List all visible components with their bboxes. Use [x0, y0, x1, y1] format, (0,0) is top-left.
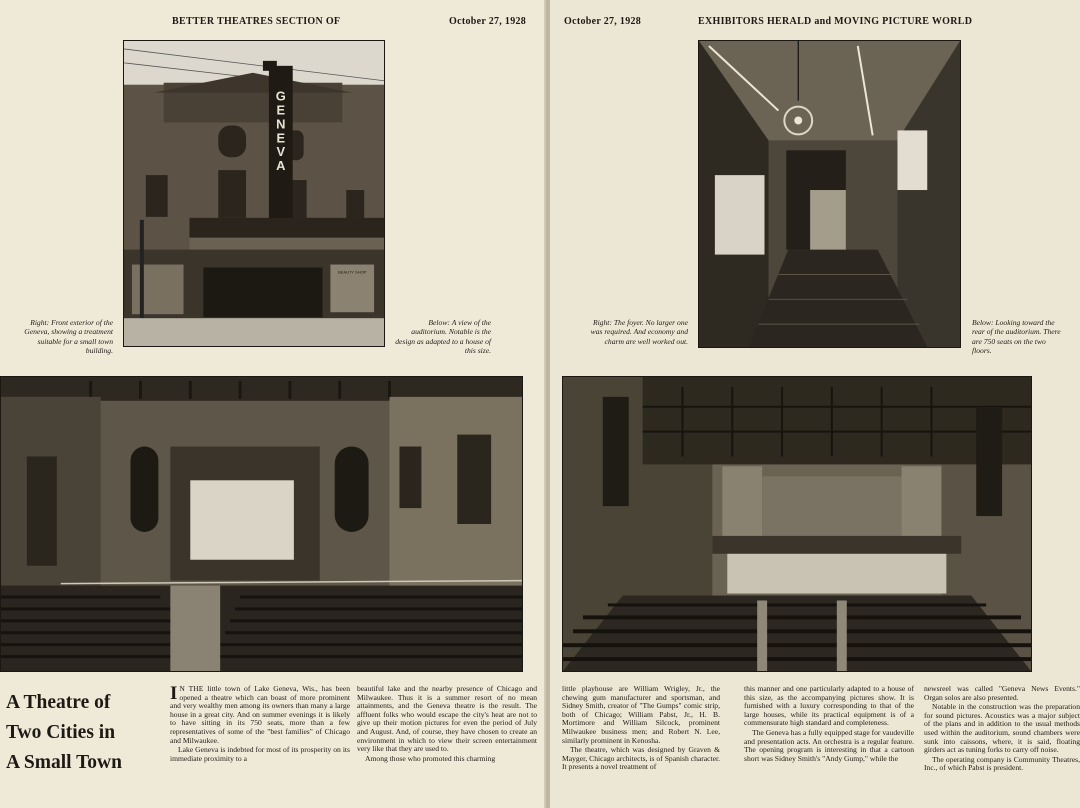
article-column-3	[562, 685, 720, 803]
article-paragraph: The operating company is Community Theatres, Inc., of which Pabst is president.	[924, 754, 1080, 773]
left-header-title: BETTER THEATRES SECTION OF	[172, 16, 341, 27]
article-paragraph: N THE little town of Lake Geneva, Wis., has been opened a theatre which can boast of more prominent and very wealthy men among its owners than many a large house in a great city. And on summer evenings it is likely to have sitting in its 750 seats, more than a few representatives of some of the "best families" of Chicago and Milwaukee.	[170, 685, 350, 745]
caption-foyer: Right: The foyer. No larger one was required. And economy and charm are well worked out.	[590, 318, 688, 346]
rear-view-photo	[562, 376, 1032, 672]
exterior-photo	[123, 40, 385, 347]
left-header-date: October 27, 1928	[449, 16, 527, 27]
drop-cap: I	[170, 685, 178, 704]
marquee-letter: G E N E V A	[275, 88, 286, 174]
shop-sign: BEAUTY SHOP	[338, 269, 367, 275]
right-header-title: EXHIBITORS HERALD and MOVING PICTURE WORLD	[698, 16, 973, 27]
article-paragraph: Among those who promoted this charming	[365, 753, 496, 763]
article-paragraph: The theatre, which was designed by Graven & Mayger, Chicago architects, is of Spanish character. It presents a novel treatment of	[562, 745, 720, 772]
caption-auditorium: Below: A view of the auditorium. Notable is the design as adapted to a house of this size.	[395, 318, 491, 356]
article-column-1	[170, 685, 350, 803]
article-column-2	[357, 685, 537, 803]
headline-line: A Theatre of	[6, 692, 111, 713]
article-paragraph: little playhouse are William Wrigley, Jr., the chewing gum manufacturer and sportsman, and Sidney Smith, creator of "The Gumps" comic strip, both of Chicago; William Pabst, Jr., H. B. Mortimore and William Silcock, prominent Milwaukee business men; and Robert N. Lee, similarly prominent in Kenosha.	[562, 685, 720, 745]
article-headline	[6, 688, 156, 778]
right-header-date: October 27, 1928	[564, 16, 642, 27]
article-column-4	[744, 685, 914, 803]
caption-exterior: Right: Front exterior of the Geneva, showing a treatment suitable for a small town building.	[24, 318, 113, 356]
article-paragraph: Lake Geneva is indebted for most of its prosperity on its immediate proximity to a	[170, 745, 350, 763]
right-page	[550, 0, 1080, 808]
auditorium-photo	[0, 376, 523, 672]
article-paragraph: this manner and one particularly adapted to a house of this size, as the accompanying pictures show. It is furnished with a luxury corresponding to that of the large houses, while its practical equipment is of a commensurate high standard and completeness.	[744, 685, 914, 728]
article-paragraph: The Geneva has a fully equipped stage for vaudeville and presentation acts. An orchestra is a regular feature. The opening program is interesting in that a cartoon short was Sidney Smith's "Andy Gump," while the	[744, 727, 914, 763]
foyer-photo	[698, 40, 961, 348]
headline-line: Two Cities in	[6, 722, 116, 743]
article-paragraph: Notable in the construction was the preparation for sound pictures. Acoustics was a major subject of the plans and in addition to the usual methods used within the auditorium, sound chambers were sunk into caissons, where, it is said, floating girders act as tuning forks to carry off noise.	[924, 702, 1080, 755]
article-paragraph: newsreel was called "Geneva News Events." Organ solos are also presented.	[924, 685, 1080, 702]
article-paragraph: beautiful lake and the nearby presence of Chicago and Milwaukee. Thus it is a summer resort of no mean attainments, and the Geneva theatre is the result. The affluent folks who would escape the city's heat are not to give up their motion pictures for even the period of July and August. And, of course, they have chosen to create an environment in which to view their screen entertainment very like that they are used to.	[357, 685, 537, 754]
headline-line: A Small Town	[6, 752, 122, 773]
article-column-5	[924, 685, 1080, 803]
caption-rear: Below: Looking toward the rear of the auditorium. There are 750 seats on the two floors.	[972, 318, 1061, 356]
